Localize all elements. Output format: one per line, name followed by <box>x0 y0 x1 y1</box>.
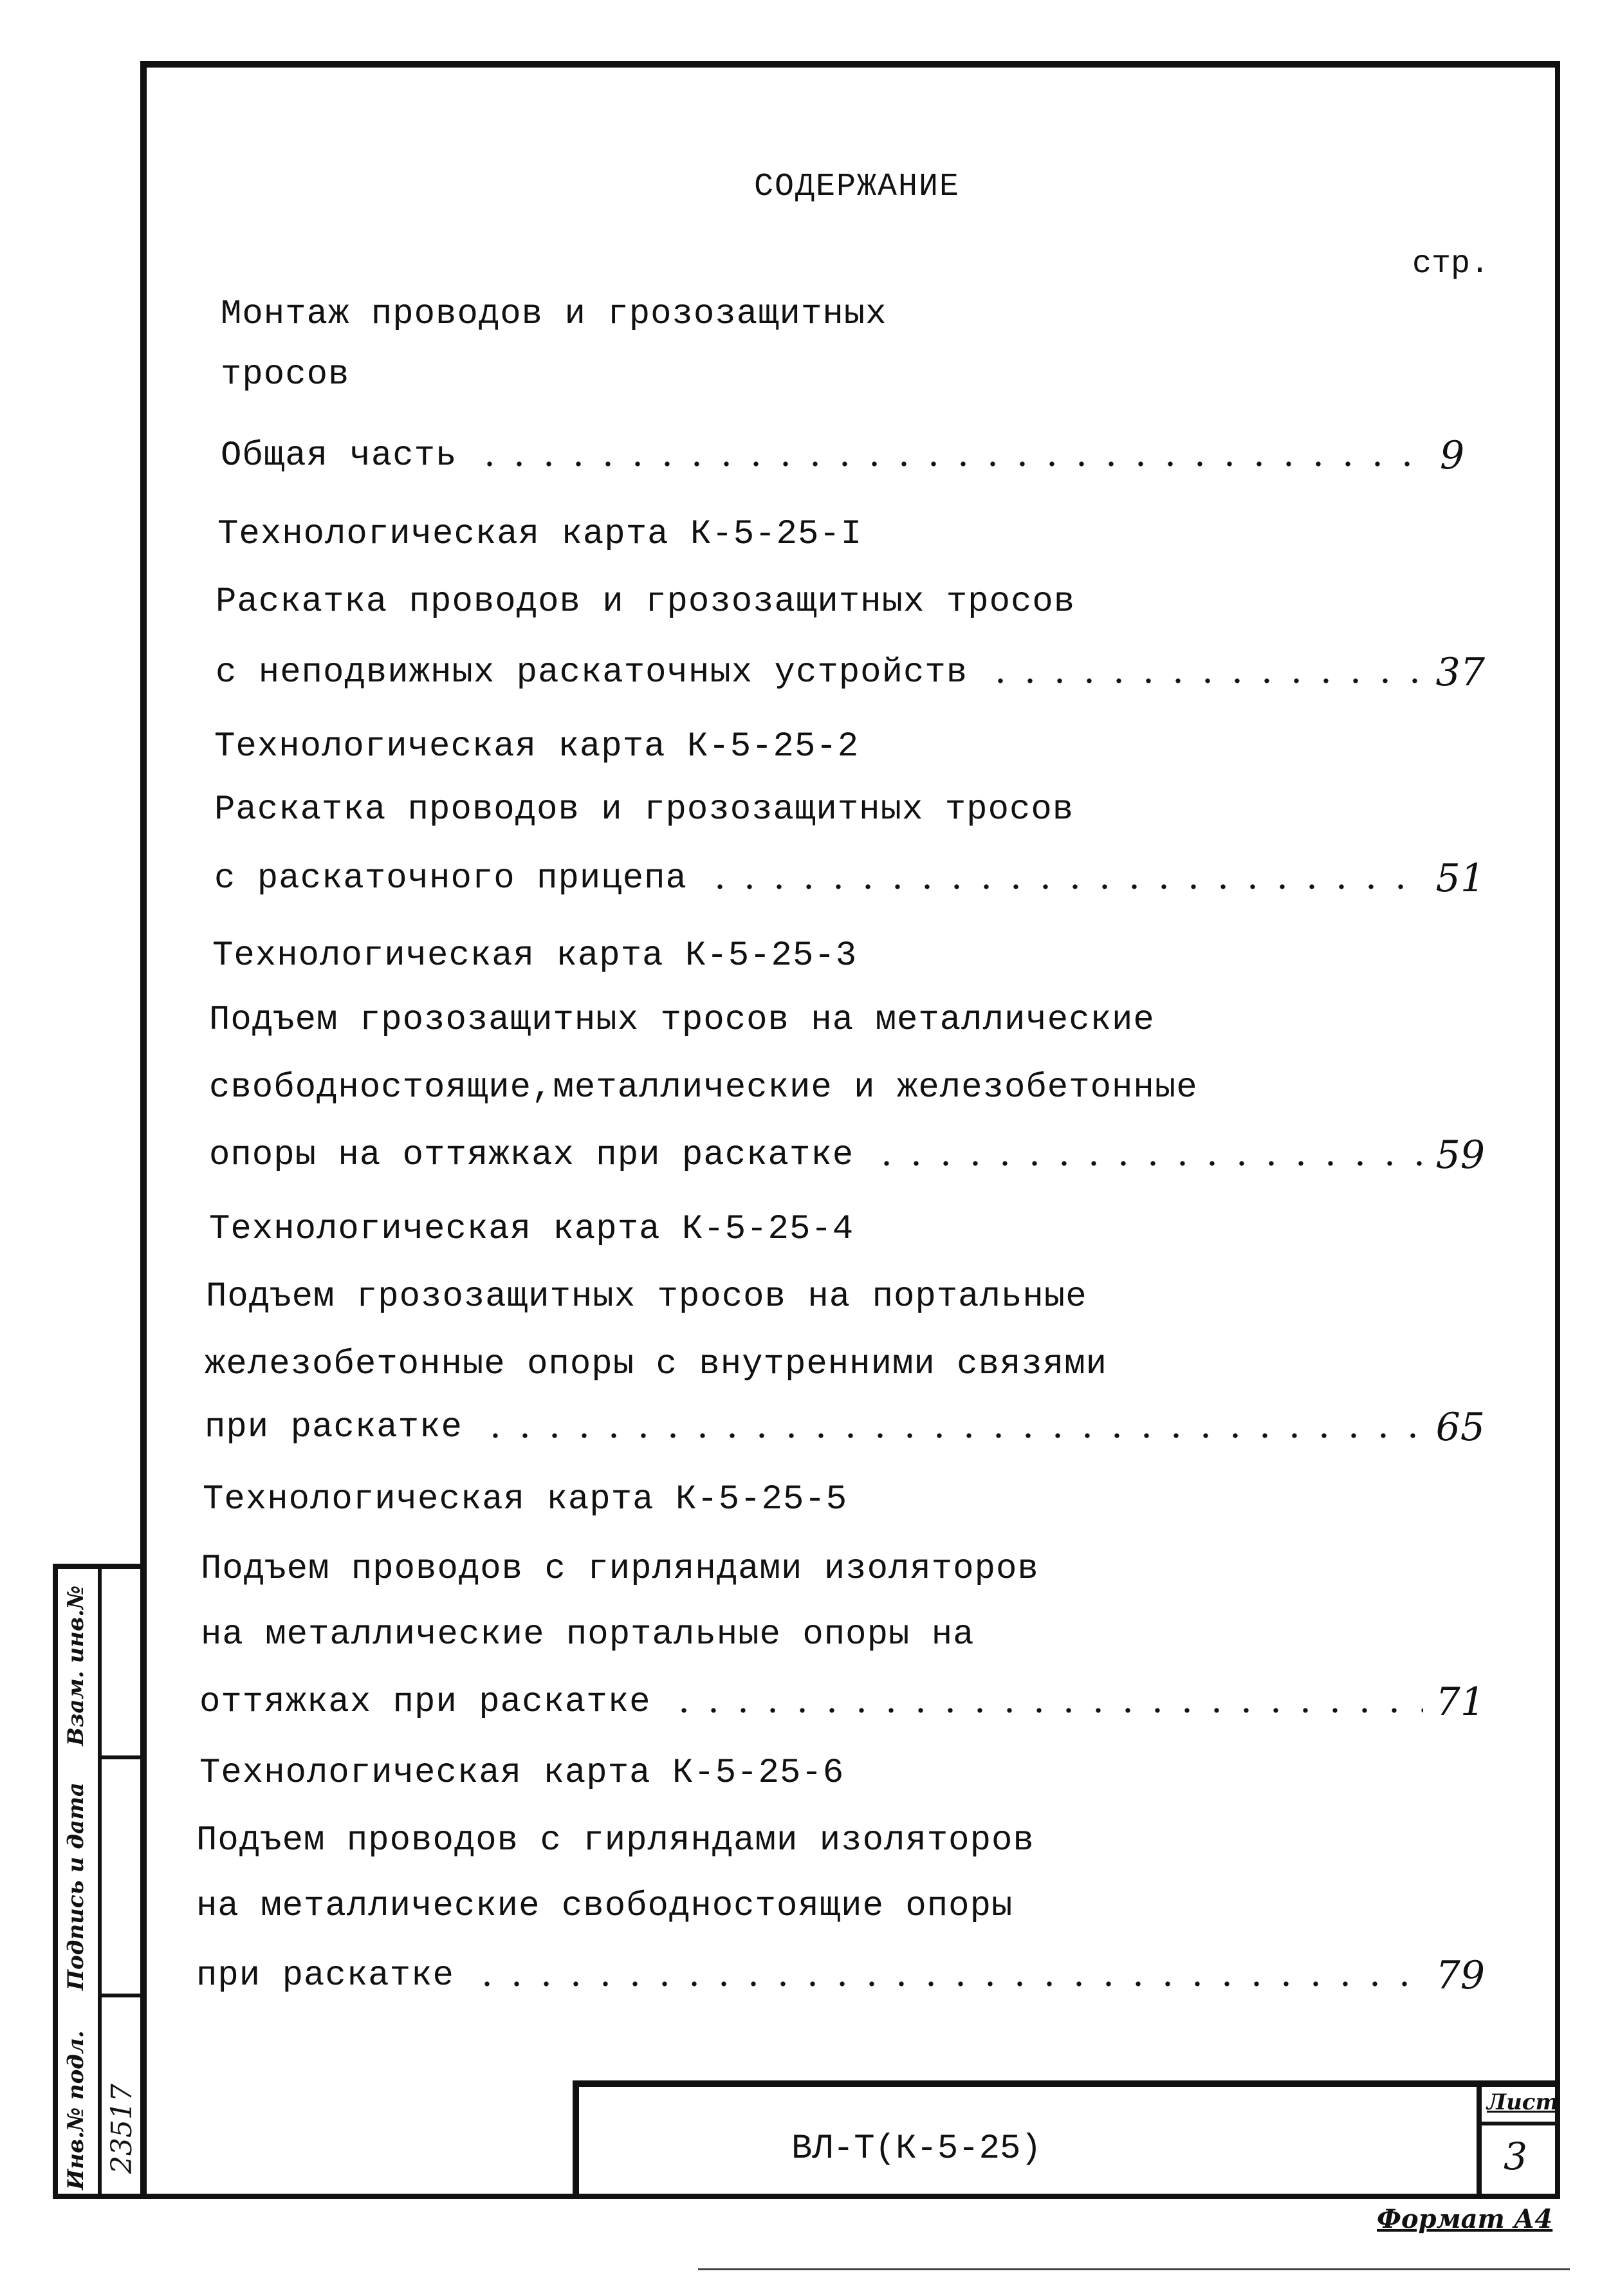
margin-stamp-divider <box>98 1569 102 2194</box>
intro-line: тросов <box>221 355 350 394</box>
format-label: Формат А4 <box>1377 2204 1553 2234</box>
sheet-divider <box>1482 2122 1560 2125</box>
toc-page-number: 79 <box>1435 1953 1485 1998</box>
toc-entry <box>216 650 1485 695</box>
page-frame <box>140 61 1560 2199</box>
margin-stamp-row-divider <box>98 1994 142 1997</box>
sheet-box <box>1477 2087 1560 2199</box>
section-line: Подъем проводов с гирляндами изоляторов <box>201 1550 1039 1589</box>
toc-entry <box>205 1405 1485 1450</box>
toc-entry-text: опоры на оттяжках при раскатке <box>209 1135 854 1175</box>
toc-entry-text: с неподвижных раскаточных устройств <box>216 653 968 692</box>
leader-dots <box>705 884 1423 889</box>
page-title: СОДЕРЖАНИЕ <box>753 169 961 205</box>
section-line: Раскатка проводов и грозозащитных тросов <box>214 790 1074 829</box>
toc-entry <box>209 1133 1485 1178</box>
section-line: железобетонные опоры с внутренними связями <box>205 1345 1108 1384</box>
toc-entry-general <box>221 433 1485 478</box>
section-heading: Технологическая карта К-5-25-4 <box>209 1210 854 1249</box>
page-column-header: стр. <box>1412 246 1490 282</box>
toc-entry <box>214 856 1485 901</box>
leader-dots <box>872 1161 1422 1166</box>
section-heading: Технологическая карта К-5-25-3 <box>212 936 858 976</box>
toc-entry-text: с раскаточного прицепа <box>214 858 687 898</box>
toc-entry-text: оттяжках при раскатке <box>199 1682 651 1722</box>
toc-page-number: 51 <box>1435 856 1485 901</box>
section-line: Подъем грозозащитных тросов на металлические <box>209 1001 1155 1040</box>
intro-line: Монтаж проводов и грозозащитных <box>221 295 887 334</box>
leader-dots <box>472 1981 1423 1986</box>
leader-dots <box>986 678 1422 683</box>
toc-entry <box>196 1953 1485 1998</box>
section-heading: Технологическая карта К-5-25-5 <box>203 1480 848 1519</box>
toc-entry-text: Общая часть <box>221 436 457 476</box>
leader-dots <box>669 1708 1423 1713</box>
toc-entry <box>199 1680 1485 1725</box>
section-heading: Технологическая карта К-5-25-2 <box>214 727 860 766</box>
leader-dots <box>475 461 1427 467</box>
section-line: Подъем грозозащитных тросов на портальные <box>206 1277 1087 1317</box>
leader-dots <box>481 1433 1423 1438</box>
section-line: Раскатка проводов и грозозащитных тросов <box>216 582 1076 622</box>
section-line: на металлические свободностоящие опоры <box>196 1887 1013 1926</box>
document-code: ВЛ-Т(К-5-25) <box>791 2129 1042 2169</box>
vzam-inv-label: Взам. инв.№ <box>63 1585 89 1746</box>
section-line: на металлические портальные опоры на <box>201 1615 975 1654</box>
section-heading: Технологическая карта К-5-25-I <box>217 515 863 554</box>
sheet-label: Лист <box>1487 2089 1559 2115</box>
bottom-rule <box>698 2268 1570 2270</box>
title-block <box>573 2080 1560 2199</box>
toc-page-number: 37 <box>1435 650 1485 695</box>
section-line: свободностоящие,металлические и железобетонные <box>209 1068 1198 1107</box>
toc-page-number: 59 <box>1435 1133 1485 1178</box>
toc-page-number: 71 <box>1435 1680 1485 1725</box>
inv-number-label: Инв.№ подл. <box>63 2030 89 2190</box>
toc-page-number: 9 <box>1440 433 1465 478</box>
toc-page-number: 65 <box>1435 1405 1485 1450</box>
sheet-number: 3 <box>1504 2134 1527 2178</box>
sign-date-label: Подпись и дата <box>63 1782 89 1990</box>
margin-stamp-row-divider <box>98 1755 142 1759</box>
section-line: Подъем проводов с гирляндами изоляторов <box>196 1821 1035 1860</box>
toc-entry-text: при раскатке <box>196 1956 454 1995</box>
margin-stamp <box>53 1564 147 2199</box>
inv-number-value: 23517 <box>106 2084 138 2174</box>
toc-entry-text: при раскатке <box>205 1407 463 1447</box>
section-heading: Технологическая карта К-5-25-6 <box>199 1754 845 1793</box>
